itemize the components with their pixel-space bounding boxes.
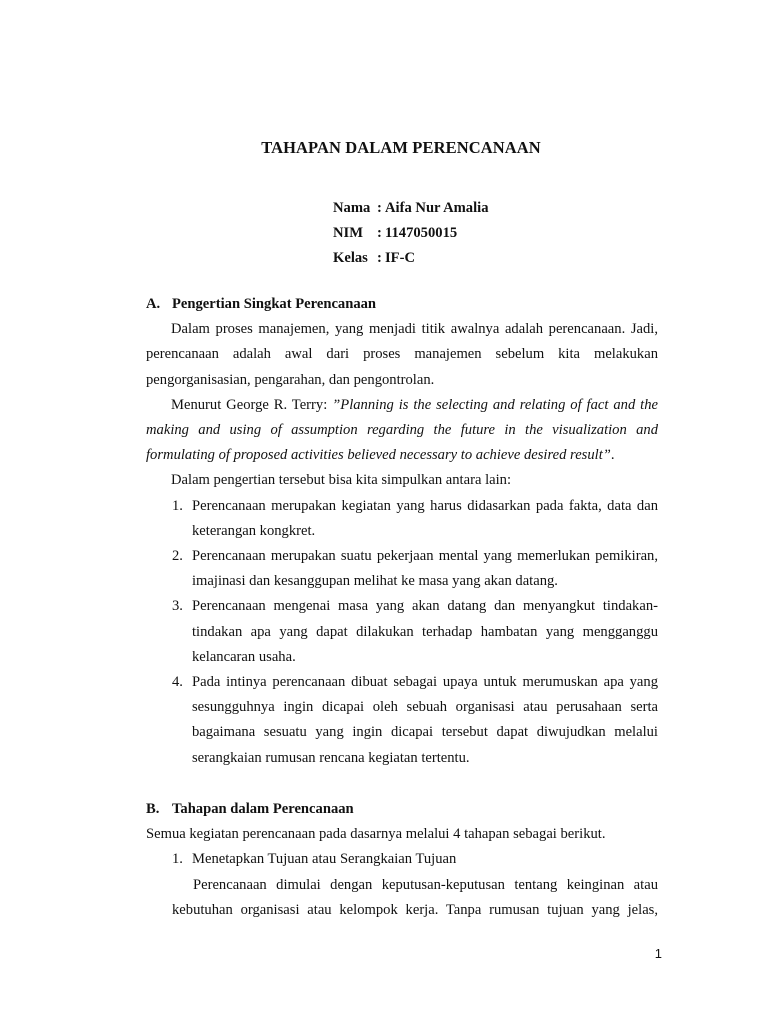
section-number: B. <box>146 801 160 817</box>
meta-label: Nama <box>333 200 371 216</box>
meta-label: NIM <box>333 225 363 241</box>
section-a <box>146 292 658 771</box>
list-item <box>146 494 658 544</box>
meta-label: Kelas <box>333 250 368 266</box>
section-heading-text: Pengertian Singkat Perencanaan <box>172 296 377 312</box>
meta-separator: : <box>377 200 382 216</box>
list-number: 1. <box>172 851 183 868</box>
author-info <box>333 196 489 271</box>
list-item <box>146 594 658 670</box>
list-number: 2. <box>172 548 183 565</box>
meta-value: 1147050015 <box>385 225 458 241</box>
author-nim-row <box>333 221 489 246</box>
section-b <box>146 797 658 923</box>
list-text: Perencanaan merupakan suatu pekerjaan mental yang memerlukan pemikiran, imajinasi dan kesanggupan melihat ke masa yang akan datang. <box>192 548 658 590</box>
quote-end: . <box>610 447 615 464</box>
terry-quote: ”Planning is the selecting and relating of fact and the making and using of assumption regarding the future in the visualization and formulating of proposed activities believed necessary to achieve desired result” <box>146 396 658 464</box>
meta-separator: : <box>377 225 382 241</box>
section-a-paragraph-3: Dalam pengertian tersebut bisa kita simpulkan antara lain: <box>171 472 512 489</box>
quote-intro: Menurut George R. Terry: <box>171 396 333 413</box>
list-number: 4. <box>172 674 183 691</box>
section-a-paragraph-2 <box>146 393 658 469</box>
list-number: 3. <box>172 598 183 615</box>
stage-title-text: Menetapkan Tujuan atau Serangkaian Tujuan <box>192 851 457 868</box>
stage-1-paragraph: Perencanaan dimulai dengan keputusan-keputusan tentang keinginan atau kebutuhan organisasi atau kelompok kerja. Tanpa rumusan tujuan yang jelas, <box>172 876 658 918</box>
stage-1-title <box>146 847 658 872</box>
section-b-intro: Semua kegiatan perencanaan pada dasarnya melalui 4 tahapan sebagai berikut. <box>146 826 606 843</box>
author-name-row <box>333 196 489 221</box>
section-b-heading <box>146 797 658 822</box>
list-text: Perencanaan mengenai masa yang akan datang dan menyangkut tindakan-tindakan apa yang dapat dilakukan terhadap hambatan yang mengganggu kelancaran usaha. <box>192 598 658 665</box>
section-number: A. <box>146 296 161 312</box>
meta-value: Aifa Nur Amalia <box>385 200 489 216</box>
meta-separator: : <box>377 250 382 266</box>
section-heading-text: Tahapan dalam Perencanaan <box>172 801 354 817</box>
list-number: 1. <box>172 497 183 514</box>
section-a-heading <box>146 292 658 317</box>
list-item <box>146 670 658 771</box>
list-text: Perencanaan merupakan kegiatan yang harus didasarkan pada fakta, data dan keterangan kongkret. <box>192 497 658 539</box>
conclusion-list <box>146 494 658 771</box>
meta-value: IF-C <box>385 250 415 266</box>
document-title: TAHAPAN DALAM PERENCANAAN <box>261 138 541 157</box>
section-a-paragraph-1: Dalam proses manajemen, yang menjadi titik awalnya adalah perencanaan. Jadi, perencanaan adalah awal dari proses manajemen sebelum kita melakukan pengorganisasian, pengarahan, dan pengontrolan. <box>146 321 658 388</box>
list-item <box>146 544 658 594</box>
page-number: 1 <box>654 946 662 961</box>
list-text: Pada intinya perencanaan dibuat sebagai upaya untuk merumuskan apa yang sesungguhnya ingin dicapai oleh sebuah organisasi atau perusahaan serta bagaimana sesuatu yang ingin dicapai tersebut dapat diwujudkan melalui serangkaian rumusan rencana kegiatan tertentu. <box>192 674 658 766</box>
author-class-row <box>333 246 489 271</box>
